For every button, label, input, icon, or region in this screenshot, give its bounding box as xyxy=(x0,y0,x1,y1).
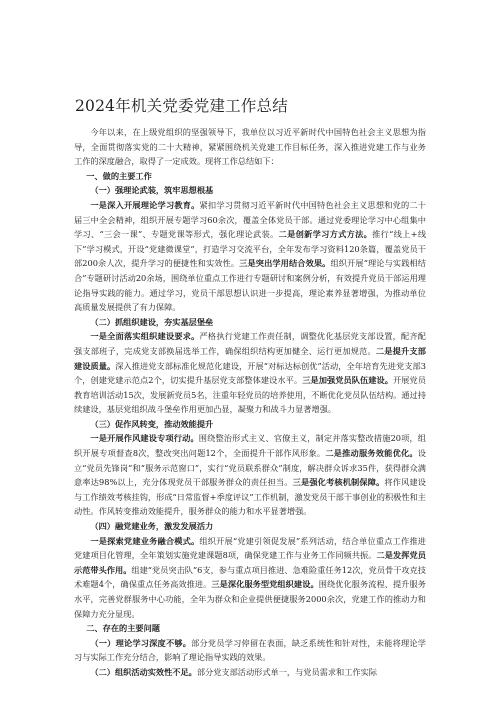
document-body xyxy=(74,125,426,680)
paragraph-text: 设立“党员先锋岗”和“服务示范窗口”，实行“党员联系群众”制度，解决群众诉求35件，获得群众满意率达98%以上，充分体现党员干部服务群众的责任担当。 xyxy=(74,448,426,488)
body-paragraph xyxy=(74,431,426,519)
body-paragraph xyxy=(74,665,426,680)
section-heading: 二、存在的主要问题 xyxy=(86,623,160,634)
paragraph-text: 组建“党员突击队”6支，参与重点项目推进、急难险重任务12次，党员骨干攻克技术难题4个，确保重点任务高效推进。 xyxy=(74,564,426,590)
paragraph-text: 围绕整治形式主义、官僚主义，制定并落实整改措施20项，组织开展专项督查8次，整改突出问题12个，全面提升干部作风形象。 xyxy=(74,433,426,459)
lead-phrase: 一是全面落实组织建设要求。 xyxy=(90,331,200,342)
paragraph-text: 紧扣学习贯彻习近平新时代中国特色社会主义思想和党的二十届三中全会精神，组织开展专题学习60余次，覆盖全体党员干部。通过党委理论学习中心组集中学习、“三会一课”、专题党课等形式，强化理论武装。 xyxy=(74,199,426,240)
body-paragraph xyxy=(74,198,426,315)
lead-phrase: 三是加强党员队伍建设。 xyxy=(302,375,394,386)
lead-phrase: 二是发挥党员示范带头作用。 xyxy=(74,550,426,575)
lead-phrase: 二是推动服务效能优化。 xyxy=(325,448,418,459)
paragraph-text: 部分党支部活动形式单一，与党员需求和工作实际 xyxy=(196,666,377,677)
body-paragraph xyxy=(74,329,426,417)
document-title: 2024年机关党委党建工作总结 xyxy=(75,97,288,115)
lead-phrase: 一是开展作风建设专项行动。 xyxy=(90,433,199,444)
lead-phrase: （二）组织活动实效性不足。 xyxy=(90,666,197,677)
paragraph-text: 开展党员教育培训活动15次，发展新党员5名，注重年轻党员的培养使用，不断优化党员队伍结构。通过持续建设，基层党组织战斗堡垒作用更加凸显，凝聚力和战斗力显著增强。 xyxy=(74,375,426,415)
lead-phrase: 三是深化服务型党组织建设。 xyxy=(211,579,319,590)
lead-phrase: 二是创新学习方式方法。 xyxy=(278,229,373,240)
paragraph-text: 围绕优化服务流程、提升服务水平，完善党群服务中心功能，全年为群众和企业提供便捷服务2000余次，党建工作的推动力和保障力充分显现。 xyxy=(74,579,426,619)
paragraph-text: 组织开展“理论与实践相结合”专题研讨活动20余场，围绕单位重点工作进行专题研讨和案例分析，有效提升党员干部运用理论指导实践的能力。通过学习，党员干部思想认识进一步提高，理论素养显著增强，为推动单位高质量发展提供了有力保障。 xyxy=(74,258,426,313)
lead-phrase: 二是提升支部建设质量。 xyxy=(74,345,426,371)
lead-phrase: （一）理论学习深度不够。 xyxy=(90,637,192,648)
lead-phrase: 三是突出学用结合效果。 xyxy=(239,258,331,269)
body-paragraph xyxy=(74,534,426,622)
section-heading: 一、做的主要工作 xyxy=(86,170,152,181)
lead-phrase: 一是深入开展理论学习教育。 xyxy=(90,199,200,210)
lead-phrase: 三是强化考核机制保障。 xyxy=(292,477,385,488)
paragraph-text: 将作风建设与工作绩效考核挂钩，形成“日常监督+季度评议”工作机制，激发党员干部干事创业的积极性和主动性。作风转变推动效能提升，服务群众的能力和水平显著增强。 xyxy=(74,477,426,517)
subsection-heading: （四）融党建业务，激发发展活力 xyxy=(90,521,214,532)
subsection-heading: （二）抓组织建设，夯实基层堡垒 xyxy=(90,316,214,327)
paragraph-text: 深入推进党支部标准化规范化建设，开展“对标达标创优”活动，全年培育先进党支部3个，创建党建示范点2个，切实提升基层党支部整体建设水平。 xyxy=(74,360,426,386)
lead-phrase: 一是探索党建业务融合模式。 xyxy=(90,535,200,546)
paragraph-text: 推行“线上+线下”学习模式，开设“党建微课堂”，打造学习交流平台，全年发布学习资料120条篇，覆盖党员干部200余人次，提升学习的便捷性和实效性。 xyxy=(74,229,427,269)
subsection-heading: （三）促作风转变，推动效能提升 xyxy=(90,418,214,429)
intro-paragraph: 今年以来，在上级党组织的坚强领导下，我单位以习近平新时代中国特色社会主义思想为指导，全面贯彻落实党的二十大精神，紧紧围绕机关党建工作目标任务，深入推进党建工作与业务工作的深度融合，取得了一定成效。现将工作总结如下： xyxy=(74,127,426,167)
body-paragraph xyxy=(74,636,426,665)
paragraph-text: 严格执行党建工作责任制，调整优化基层党支部设置，配齐配强支部班子，完成党支部换届选举工作，确保组织结构更加健全、运行更加规范。 xyxy=(74,331,426,356)
paragraph-text: 部分党员学习停留在表面，缺乏系统性和针对性，未能将理论学习与实际工作充分结合，影响了理论指导实践的效果。 xyxy=(74,637,426,663)
paragraph-text: 组织开展“党建引领促发展”系列活动，结合单位重点工作推进党建项目化管理，全年策划实施党建课题8项，确保党建工作与业务工作同频共振。 xyxy=(74,535,426,561)
subsection-heading: （一）强理论武装，筑牢思想根基 xyxy=(90,185,214,196)
